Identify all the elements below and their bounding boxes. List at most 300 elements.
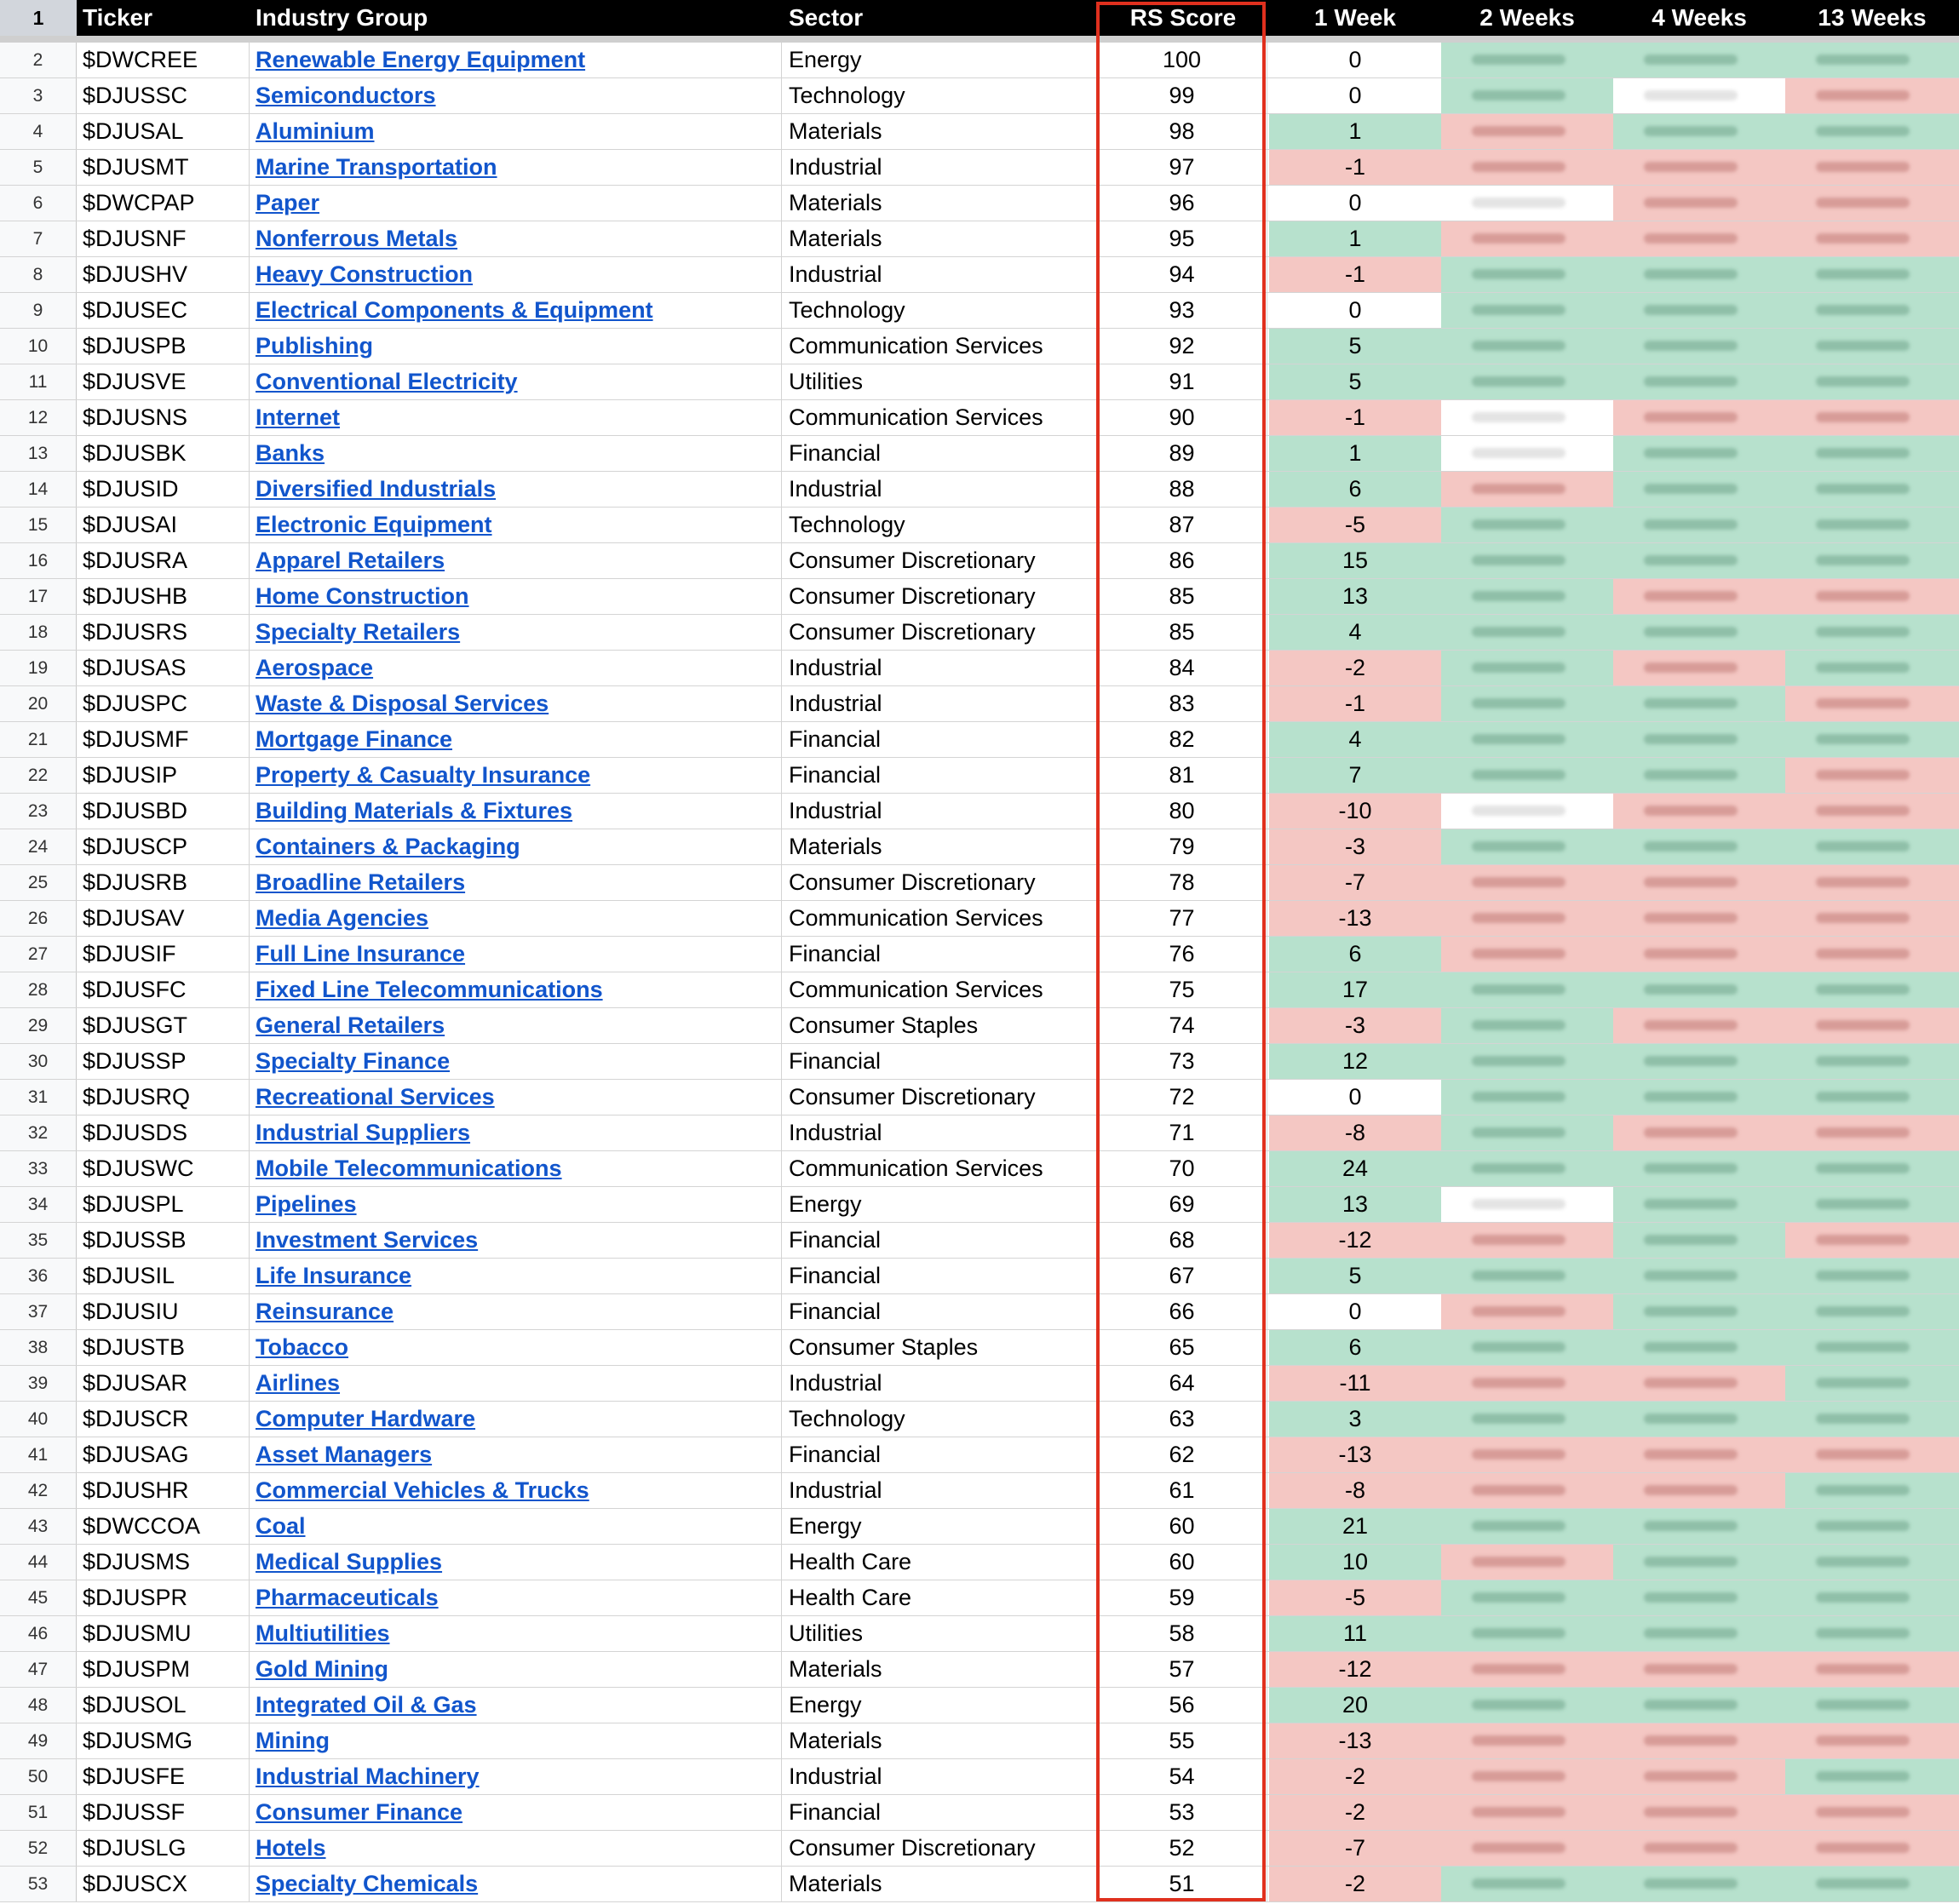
one-week-change-cell[interactable]: -3 (1269, 1008, 1441, 1043)
two-weeks-cell[interactable] (1441, 937, 1613, 972)
sector-cell[interactable]: Communication Services (782, 972, 1097, 1007)
industry-group-link[interactable]: Gold Mining (256, 1656, 388, 1682)
four-weeks-cell[interactable] (1613, 1437, 1785, 1472)
one-week-change-cell[interactable]: -1 (1269, 686, 1441, 721)
thirteen-weeks-cell[interactable] (1785, 972, 1959, 1007)
sector-cell[interactable]: Communication Services (782, 1151, 1097, 1186)
thirteen-weeks-cell[interactable] (1785, 364, 1959, 399)
ticker-cell[interactable]: $DJUSPC (77, 686, 250, 721)
four-weeks-cell[interactable] (1613, 1759, 1785, 1794)
thirteen-weeks-cell[interactable] (1785, 43, 1959, 77)
ticker-cell[interactable]: $DJUSIP (77, 758, 250, 793)
row-number[interactable]: 9 (0, 293, 77, 328)
thirteen-weeks-cell[interactable] (1785, 543, 1959, 578)
rs-score-cell[interactable]: 96 (1097, 186, 1267, 221)
ticker-cell[interactable]: $DJUSCR (77, 1402, 250, 1437)
one-week-change-cell[interactable]: 0 (1269, 1080, 1441, 1115)
thirteen-weeks-cell[interactable] (1785, 1080, 1959, 1115)
thirteen-weeks-cell[interactable] (1785, 1044, 1959, 1079)
two-weeks-cell[interactable] (1441, 1294, 1613, 1329)
sector-cell[interactable]: Materials (782, 1652, 1097, 1687)
thirteen-weeks-cell[interactable] (1785, 686, 1959, 721)
industry-group-link[interactable]: Full Line Insurance (256, 941, 466, 966)
rs-score-cell[interactable]: 88 (1097, 472, 1267, 507)
one-week-change-cell[interactable]: -2 (1269, 1759, 1441, 1794)
rs-score-cell[interactable]: 65 (1097, 1330, 1267, 1365)
two-weeks-cell[interactable] (1441, 794, 1613, 829)
rs-score-cell[interactable]: 59 (1097, 1580, 1267, 1615)
four-weeks-cell[interactable] (1613, 436, 1785, 471)
two-weeks-cell[interactable] (1441, 1151, 1613, 1186)
industry-group-cell[interactable] (250, 1115, 782, 1150)
industry-group-link[interactable]: Property & Casualty Insurance (256, 762, 591, 788)
sector-cell[interactable]: Utilities (782, 364, 1097, 399)
industry-group-link[interactable]: Consumer Finance (256, 1799, 463, 1825)
thirteen-weeks-cell[interactable] (1785, 1652, 1959, 1687)
one-week-change-cell[interactable]: 24 (1269, 1151, 1441, 1186)
row-number[interactable]: 12 (0, 400, 77, 435)
sector-cell[interactable]: Technology (782, 1402, 1097, 1437)
sector-cell[interactable]: Financial (782, 937, 1097, 972)
row-number[interactable]: 35 (0, 1223, 77, 1258)
industry-group-cell[interactable] (250, 1545, 782, 1580)
sector-cell[interactable]: Financial (782, 1437, 1097, 1472)
four-weeks-cell[interactable] (1613, 1259, 1785, 1293)
two-weeks-cell[interactable] (1441, 257, 1613, 292)
ticker-cell[interactable]: $DJUSHB (77, 579, 250, 614)
column-header-industry[interactable]: Industry Group (250, 0, 782, 36)
sector-cell[interactable]: Consumer Discretionary (782, 615, 1097, 650)
four-weeks-cell[interactable] (1613, 543, 1785, 578)
four-weeks-cell[interactable] (1613, 1652, 1785, 1687)
sector-cell[interactable]: Financial (782, 436, 1097, 471)
industry-group-link[interactable]: Fixed Line Telecommunications (256, 977, 603, 1002)
one-week-change-cell[interactable]: 1 (1269, 114, 1441, 149)
ticker-cell[interactable]: $DWCPAP (77, 186, 250, 221)
thirteen-weeks-cell[interactable] (1785, 400, 1959, 435)
industry-group-cell[interactable] (250, 1223, 782, 1258)
ticker-cell[interactable]: $DJUSPL (77, 1187, 250, 1222)
row-number[interactable]: 47 (0, 1652, 77, 1687)
industry-group-cell[interactable] (250, 257, 782, 292)
ticker-cell[interactable]: $DJUSCX (77, 1867, 250, 1901)
one-week-change-cell[interactable]: 6 (1269, 937, 1441, 972)
two-weeks-cell[interactable] (1441, 829, 1613, 864)
industry-group-cell[interactable] (250, 1044, 782, 1079)
rs-score-cell[interactable]: 60 (1097, 1545, 1267, 1580)
sector-cell[interactable]: Health Care (782, 1545, 1097, 1580)
row-number[interactable]: 33 (0, 1151, 77, 1186)
rs-score-cell[interactable]: 70 (1097, 1151, 1267, 1186)
thirteen-weeks-cell[interactable] (1785, 508, 1959, 542)
row-number[interactable]: 11 (0, 364, 77, 399)
thirteen-weeks-cell[interactable] (1785, 579, 1959, 614)
four-weeks-cell[interactable] (1613, 794, 1785, 829)
four-weeks-cell[interactable] (1613, 1580, 1785, 1615)
two-weeks-cell[interactable] (1441, 1115, 1613, 1150)
industry-group-link[interactable]: Integrated Oil & Gas (256, 1692, 477, 1718)
industry-group-link[interactable]: Hotels (256, 1835, 326, 1861)
four-weeks-cell[interactable] (1613, 1867, 1785, 1901)
four-weeks-cell[interactable] (1613, 865, 1785, 900)
ticker-cell[interactable]: $DJUSIF (77, 937, 250, 972)
one-week-change-cell[interactable]: 5 (1269, 329, 1441, 364)
industry-group-link[interactable]: Semiconductors (256, 83, 436, 108)
row-number[interactable]: 41 (0, 1437, 77, 1472)
ticker-cell[interactable]: $DJUSIU (77, 1294, 250, 1329)
two-weeks-cell[interactable] (1441, 1366, 1613, 1401)
industry-group-cell[interactable] (250, 186, 782, 221)
sector-cell[interactable]: Materials (782, 114, 1097, 149)
two-weeks-cell[interactable] (1441, 1402, 1613, 1437)
two-weeks-cell[interactable] (1441, 364, 1613, 399)
industry-group-link[interactable]: Asset Managers (256, 1442, 433, 1467)
rs-score-cell[interactable]: 62 (1097, 1437, 1267, 1472)
one-week-change-cell[interactable]: -7 (1269, 1831, 1441, 1866)
industry-group-link[interactable]: General Retailers (256, 1012, 445, 1038)
sector-cell[interactable]: Industrial (782, 1473, 1097, 1508)
ticker-cell[interactable]: $DJUSMT (77, 150, 250, 185)
industry-group-cell[interactable] (250, 1080, 782, 1115)
industry-group-link[interactable]: Building Materials & Fixtures (256, 798, 573, 823)
two-weeks-cell[interactable] (1441, 1831, 1613, 1866)
thirteen-weeks-cell[interactable] (1785, 1187, 1959, 1222)
row-number[interactable]: 28 (0, 972, 77, 1007)
sector-cell[interactable]: Materials (782, 1867, 1097, 1901)
row-number[interactable]: 27 (0, 937, 77, 972)
industry-group-cell[interactable] (250, 221, 782, 256)
row-number[interactable]: 20 (0, 686, 77, 721)
row-number[interactable]: 17 (0, 579, 77, 614)
industry-group-cell[interactable] (250, 1330, 782, 1365)
row-number[interactable]: 44 (0, 1545, 77, 1580)
sector-cell[interactable]: Industrial (782, 1759, 1097, 1794)
sector-cell[interactable]: Consumer Discretionary (782, 865, 1097, 900)
row-number[interactable]: 38 (0, 1330, 77, 1365)
two-weeks-cell[interactable] (1441, 1223, 1613, 1258)
two-weeks-cell[interactable] (1441, 43, 1613, 77)
one-week-change-cell[interactable]: -3 (1269, 829, 1441, 864)
thirteen-weeks-cell[interactable] (1785, 1366, 1959, 1401)
four-weeks-cell[interactable] (1613, 722, 1785, 757)
rs-score-cell[interactable]: 87 (1097, 508, 1267, 542)
ticker-cell[interactable]: $DJUSSP (77, 1044, 250, 1079)
ticker-cell[interactable]: $DJUSSF (77, 1795, 250, 1830)
industry-group-cell[interactable] (250, 1688, 782, 1723)
four-weeks-cell[interactable] (1613, 1688, 1785, 1723)
industry-group-cell[interactable] (250, 508, 782, 542)
ticker-cell[interactable]: $DJUSRA (77, 543, 250, 578)
ticker-cell[interactable]: $DJUSPM (77, 1652, 250, 1687)
ticker-cell[interactable]: $DWCCOA (77, 1509, 250, 1544)
thirteen-weeks-cell[interactable] (1785, 1330, 1959, 1365)
rs-score-cell[interactable]: 76 (1097, 937, 1267, 972)
sector-cell[interactable]: Communication Services (782, 400, 1097, 435)
ticker-cell[interactable]: $DJUSRB (77, 865, 250, 900)
two-weeks-cell[interactable] (1441, 1437, 1613, 1472)
one-week-change-cell[interactable]: -7 (1269, 865, 1441, 900)
thirteen-weeks-cell[interactable] (1785, 722, 1959, 757)
rs-score-cell[interactable]: 100 (1097, 43, 1267, 77)
column-header-rs-score[interactable]: RS Score (1097, 0, 1269, 36)
rs-score-cell[interactable]: 69 (1097, 1187, 1267, 1222)
column-header-1-week[interactable]: 1 Week (1269, 0, 1441, 36)
one-week-change-cell[interactable]: -11 (1269, 1366, 1441, 1401)
one-week-change-cell[interactable]: 10 (1269, 1545, 1441, 1580)
two-weeks-cell[interactable] (1441, 722, 1613, 757)
four-weeks-cell[interactable] (1613, 1294, 1785, 1329)
sector-cell[interactable]: Industrial (782, 257, 1097, 292)
industry-group-link[interactable]: Industrial Suppliers (256, 1120, 471, 1145)
industry-group-cell[interactable] (250, 472, 782, 507)
one-week-change-cell[interactable]: -10 (1269, 794, 1441, 829)
one-week-change-cell[interactable]: 6 (1269, 472, 1441, 507)
industry-group-cell[interactable] (250, 937, 782, 972)
four-weeks-cell[interactable] (1613, 1616, 1785, 1651)
row-number[interactable]: 29 (0, 1008, 77, 1043)
industry-group-link[interactable]: Mortgage Finance (256, 726, 453, 752)
ticker-cell[interactable]: $DJUSNF (77, 221, 250, 256)
rs-score-cell[interactable]: 92 (1097, 329, 1267, 364)
ticker-cell[interactable]: $DJUSIL (77, 1259, 250, 1293)
industry-group-link[interactable]: Reinsurance (256, 1299, 394, 1324)
rs-score-cell[interactable]: 84 (1097, 651, 1267, 685)
sector-cell[interactable]: Financial (782, 722, 1097, 757)
four-weeks-cell[interactable] (1613, 1223, 1785, 1258)
industry-group-cell[interactable] (250, 901, 782, 936)
sector-cell[interactable]: Consumer Discretionary (782, 579, 1097, 614)
rs-score-cell[interactable]: 74 (1097, 1008, 1267, 1043)
one-week-change-cell[interactable]: 13 (1269, 1187, 1441, 1222)
two-weeks-cell[interactable] (1441, 1652, 1613, 1687)
sector-cell[interactable]: Industrial (782, 1366, 1097, 1401)
industry-group-link[interactable]: Specialty Chemicals (256, 1871, 479, 1896)
industry-group-link[interactable]: Nonferrous Metals (256, 226, 458, 251)
one-week-change-cell[interactable]: -2 (1269, 1867, 1441, 1901)
sector-cell[interactable]: Financial (782, 1223, 1097, 1258)
sector-cell[interactable]: Industrial (782, 150, 1097, 185)
row-number[interactable]: 34 (0, 1187, 77, 1222)
thirteen-weeks-cell[interactable] (1785, 1616, 1959, 1651)
row-number[interactable]: 4 (0, 114, 77, 149)
four-weeks-cell[interactable] (1613, 829, 1785, 864)
one-week-change-cell[interactable]: 5 (1269, 364, 1441, 399)
industry-group-link[interactable]: Pharmaceuticals (256, 1585, 439, 1610)
thirteen-weeks-cell[interactable] (1785, 1115, 1959, 1150)
industry-group-cell[interactable] (250, 1008, 782, 1043)
two-weeks-cell[interactable] (1441, 1509, 1613, 1544)
industry-group-link[interactable]: Mobile Telecommunications (256, 1156, 562, 1181)
industry-group-link[interactable]: Airlines (256, 1370, 341, 1396)
four-weeks-cell[interactable] (1613, 1509, 1785, 1544)
industry-group-cell[interactable] (250, 794, 782, 829)
industry-group-cell[interactable] (250, 1402, 782, 1437)
industry-group-link[interactable]: Publishing (256, 333, 373, 358)
four-weeks-cell[interactable] (1613, 257, 1785, 292)
two-weeks-cell[interactable] (1441, 1545, 1613, 1580)
sector-cell[interactable]: Financial (782, 758, 1097, 793)
row-number[interactable]: 39 (0, 1366, 77, 1401)
row-number[interactable]: 53 (0, 1867, 77, 1901)
two-weeks-cell[interactable] (1441, 1080, 1613, 1115)
industry-group-link[interactable]: Commercial Vehicles & Trucks (256, 1477, 589, 1503)
column-header-ticker[interactable]: Ticker (77, 0, 250, 36)
industry-group-cell[interactable] (250, 329, 782, 364)
two-weeks-cell[interactable] (1441, 329, 1613, 364)
industry-group-link[interactable]: Mining (256, 1728, 330, 1753)
one-week-change-cell[interactable]: -1 (1269, 257, 1441, 292)
industry-group-link[interactable]: Paper (256, 190, 320, 215)
thirteen-weeks-cell[interactable] (1785, 472, 1959, 507)
sector-cell[interactable]: Industrial (782, 794, 1097, 829)
two-weeks-cell[interactable] (1441, 1688, 1613, 1723)
ticker-cell[interactable]: $DJUSPB (77, 329, 250, 364)
row-number-header[interactable]: 1 (0, 0, 77, 36)
row-number[interactable]: 15 (0, 508, 77, 542)
four-weeks-cell[interactable] (1613, 651, 1785, 685)
row-number[interactable]: 10 (0, 329, 77, 364)
ticker-cell[interactable]: $DJUSNS (77, 400, 250, 435)
industry-group-cell[interactable] (250, 1795, 782, 1830)
two-weeks-cell[interactable] (1441, 972, 1613, 1007)
sector-cell[interactable]: Materials (782, 221, 1097, 256)
four-weeks-cell[interactable] (1613, 1187, 1785, 1222)
industry-group-cell[interactable] (250, 1187, 782, 1222)
ticker-cell[interactable]: $DJUSSC (77, 78, 250, 113)
sector-cell[interactable]: Communication Services (782, 329, 1097, 364)
row-number[interactable]: 16 (0, 543, 77, 578)
sector-cell[interactable]: Consumer Staples (782, 1330, 1097, 1365)
rs-score-cell[interactable]: 77 (1097, 901, 1267, 936)
thirteen-weeks-cell[interactable] (1785, 114, 1959, 149)
four-weeks-cell[interactable] (1613, 221, 1785, 256)
four-weeks-cell[interactable] (1613, 972, 1785, 1007)
rs-score-cell[interactable]: 54 (1097, 1759, 1267, 1794)
row-number[interactable]: 13 (0, 436, 77, 471)
four-weeks-cell[interactable] (1613, 472, 1785, 507)
thirteen-weeks-cell[interactable] (1785, 794, 1959, 829)
row-number[interactable]: 5 (0, 150, 77, 185)
row-number[interactable]: 24 (0, 829, 77, 864)
sector-cell[interactable]: Energy (782, 43, 1097, 77)
industry-group-link[interactable]: Computer Hardware (256, 1406, 476, 1431)
sector-cell[interactable]: Financial (782, 1294, 1097, 1329)
ticker-cell[interactable]: $DJUSVE (77, 364, 250, 399)
rs-score-cell[interactable]: 52 (1097, 1831, 1267, 1866)
two-weeks-cell[interactable] (1441, 543, 1613, 578)
two-weeks-cell[interactable] (1441, 1759, 1613, 1794)
row-number[interactable]: 49 (0, 1723, 77, 1758)
ticker-cell[interactable]: $DJUSBD (77, 794, 250, 829)
industry-group-link[interactable]: Marine Transportation (256, 154, 497, 180)
ticker-cell[interactable]: $DJUSHR (77, 1473, 250, 1508)
industry-group-link[interactable]: Aluminium (256, 118, 375, 144)
row-number[interactable]: 52 (0, 1831, 77, 1866)
row-number[interactable]: 18 (0, 615, 77, 650)
rs-score-cell[interactable]: 58 (1097, 1616, 1267, 1651)
rs-score-cell[interactable]: 98 (1097, 114, 1267, 149)
ticker-cell[interactable]: $DJUSGT (77, 1008, 250, 1043)
industry-group-cell[interactable] (250, 579, 782, 614)
two-weeks-cell[interactable] (1441, 400, 1613, 435)
industry-group-cell[interactable] (250, 1867, 782, 1901)
two-weeks-cell[interactable] (1441, 293, 1613, 328)
two-weeks-cell[interactable] (1441, 472, 1613, 507)
ticker-cell[interactable]: $DJUSOL (77, 1688, 250, 1723)
one-week-change-cell[interactable]: 0 (1269, 1294, 1441, 1329)
ticker-cell[interactable]: $DJUSEC (77, 293, 250, 328)
column-header-2-weeks[interactable]: 2 Weeks (1441, 0, 1613, 36)
thirteen-weeks-cell[interactable] (1785, 78, 1959, 113)
row-number[interactable]: 19 (0, 651, 77, 685)
rs-score-cell[interactable]: 78 (1097, 865, 1267, 900)
four-weeks-cell[interactable] (1613, 329, 1785, 364)
row-number[interactable]: 40 (0, 1402, 77, 1437)
row-number[interactable]: 8 (0, 257, 77, 292)
one-week-change-cell[interactable]: 3 (1269, 1402, 1441, 1437)
rs-score-cell[interactable]: 72 (1097, 1080, 1267, 1115)
industry-group-cell[interactable] (250, 364, 782, 399)
two-weeks-cell[interactable] (1441, 1616, 1613, 1651)
rs-score-cell[interactable]: 51 (1097, 1867, 1267, 1901)
industry-group-cell[interactable] (250, 865, 782, 900)
industry-group-link[interactable]: Waste & Disposal Services (256, 691, 549, 716)
two-weeks-cell[interactable] (1441, 508, 1613, 542)
rs-score-cell[interactable]: 64 (1097, 1366, 1267, 1401)
rs-score-cell[interactable]: 55 (1097, 1723, 1267, 1758)
industry-group-cell[interactable] (250, 1580, 782, 1615)
ticker-cell[interactable]: $DJUSAV (77, 901, 250, 936)
one-week-change-cell[interactable]: -5 (1269, 508, 1441, 542)
two-weeks-cell[interactable] (1441, 436, 1613, 471)
rs-score-cell[interactable]: 86 (1097, 543, 1267, 578)
sector-cell[interactable]: Consumer Staples (782, 1008, 1097, 1043)
ticker-cell[interactable]: $DJUSDS (77, 1115, 250, 1150)
one-week-change-cell[interactable]: -13 (1269, 1723, 1441, 1758)
industry-group-cell[interactable] (250, 150, 782, 185)
ticker-cell[interactable]: $DJUSPR (77, 1580, 250, 1615)
rs-score-cell[interactable]: 83 (1097, 686, 1267, 721)
rs-score-cell[interactable]: 73 (1097, 1044, 1267, 1079)
industry-group-link[interactable]: Investment Services (256, 1227, 479, 1253)
industry-group-cell[interactable] (250, 114, 782, 149)
rs-score-cell[interactable]: 63 (1097, 1402, 1267, 1437)
row-number[interactable]: 23 (0, 794, 77, 829)
row-number[interactable]: 22 (0, 758, 77, 793)
four-weeks-cell[interactable] (1613, 937, 1785, 972)
ticker-cell[interactable]: $DJUSAR (77, 1366, 250, 1401)
industry-group-cell[interactable] (250, 1294, 782, 1329)
industry-group-link[interactable]: Electrical Components & Equipment (256, 297, 653, 323)
rs-score-cell[interactable]: 60 (1097, 1509, 1267, 1544)
industry-group-link[interactable]: Pipelines (256, 1191, 357, 1217)
thirteen-weeks-cell[interactable] (1785, 1473, 1959, 1508)
industry-group-link[interactable]: Broadline Retailers (256, 869, 466, 895)
sector-cell[interactable]: Consumer Discretionary (782, 1080, 1097, 1115)
ticker-cell[interactable]: $DJUSRQ (77, 1080, 250, 1115)
four-weeks-cell[interactable] (1613, 1723, 1785, 1758)
rs-score-cell[interactable]: 85 (1097, 615, 1267, 650)
one-week-change-cell[interactable]: 20 (1269, 1688, 1441, 1723)
one-week-change-cell[interactable]: 1 (1269, 221, 1441, 256)
sector-cell[interactable]: Industrial (782, 686, 1097, 721)
row-number[interactable]: 45 (0, 1580, 77, 1615)
thirteen-weeks-cell[interactable] (1785, 1294, 1959, 1329)
thirteen-weeks-cell[interactable] (1785, 865, 1959, 900)
ticker-cell[interactable]: $DJUSID (77, 472, 250, 507)
row-number[interactable]: 26 (0, 901, 77, 936)
one-week-change-cell[interactable]: -2 (1269, 1795, 1441, 1830)
